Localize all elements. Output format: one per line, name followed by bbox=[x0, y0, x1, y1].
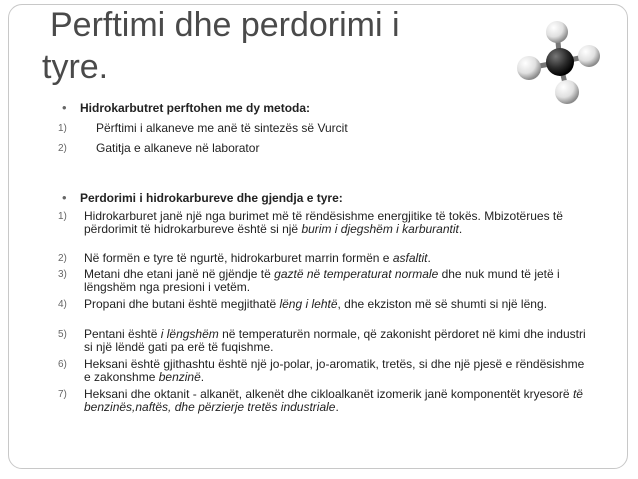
list-marker: 2) bbox=[58, 143, 67, 154]
section-uses-heading: Perdorimi i hidrokarbureve dhe gjendja e tyre: bbox=[80, 191, 343, 205]
list-item-text bbox=[84, 268, 589, 294]
list-item bbox=[0, 142, 600, 162]
section-uses bbox=[0, 192, 600, 418]
list-item bbox=[0, 252, 600, 268]
list-item bbox=[0, 210, 600, 252]
text-italic: benzinë bbox=[158, 370, 201, 384]
list-item bbox=[0, 298, 600, 328]
bullet-icon: • bbox=[62, 190, 67, 205]
list-marker: 7) bbox=[58, 389, 67, 400]
list-item-text bbox=[84, 328, 589, 354]
list-marker: 6) bbox=[58, 359, 67, 370]
text-part: Propani dhe butani është megjithatë bbox=[84, 297, 280, 311]
title-line-2: tyre. bbox=[42, 48, 109, 86]
section-methods-heading-row bbox=[0, 102, 600, 122]
list-item-text bbox=[84, 298, 589, 311]
text-part: , dhe ekziston më së shumti si një lëng. bbox=[337, 297, 547, 311]
list-item-text: Përftimi i alkaneve me anë të sintezës së Vurcit bbox=[96, 121, 348, 135]
section-methods-heading: Hidrokarbutret perftohen me dy metoda: bbox=[80, 101, 311, 115]
list-item bbox=[0, 328, 600, 358]
bullet-icon: • bbox=[62, 100, 67, 115]
list-marker: 3) bbox=[58, 269, 67, 280]
text-italic: burim i djegshëm i karburantit bbox=[301, 222, 459, 236]
list-item bbox=[0, 388, 600, 418]
list-item bbox=[0, 358, 600, 388]
list-item-text bbox=[84, 358, 589, 384]
text-italic: i lëngshëm bbox=[160, 327, 219, 341]
list-marker: 1) bbox=[58, 211, 67, 222]
title-line-1: Perftimi dhe perdorimi i bbox=[50, 6, 400, 44]
methane-molecule-icon bbox=[515, 20, 605, 105]
list-marker: 4) bbox=[58, 299, 67, 310]
text-part: . bbox=[200, 370, 205, 384]
text-part: Në formën e tyre të ngurtë, hidrokarburet marrin formën e bbox=[84, 251, 393, 265]
text-part: Heksani dhe oktanit - alkanët, alkenët dhe cikloalkanët izomerik janë komponentët kryesorë bbox=[84, 387, 573, 401]
text-part: dhe nuk mund të jetë i lëngshëm nga presioni i vetëm. bbox=[84, 267, 560, 294]
slide-title bbox=[42, 4, 480, 88]
text-part: Metani dhe etani janë në gjëndje të bbox=[84, 267, 275, 281]
list-item-text bbox=[84, 210, 589, 236]
text-part: . bbox=[335, 400, 339, 414]
list-marker: 2) bbox=[58, 253, 67, 264]
list-item bbox=[0, 268, 600, 298]
text-part: . bbox=[427, 251, 431, 265]
list-item-text: Gatitja e alkaneve në laborator bbox=[96, 141, 260, 155]
list-item-text bbox=[84, 388, 589, 414]
text-italic: asfaltit bbox=[392, 251, 428, 265]
section-methods bbox=[0, 102, 600, 162]
section-uses-heading-row bbox=[0, 192, 600, 210]
text-part: Heksani është gjithashtu është një jo-polar, jo-aromatik, tretës, si dhe një pjesë e rëndësishme e zakonshme bbox=[84, 357, 585, 384]
text-italic: lëng i lehtë bbox=[279, 297, 338, 311]
text-italic: të benzinës,naftës, dhe përzierje tretës industriale bbox=[84, 387, 583, 414]
text-part: Hidrokarburet janë një nga burimet më të rëndësishme energjitike të tokës. Mbizotërues të përdorimit të hidrokarbureve është si një bbox=[84, 209, 563, 236]
list-item-text bbox=[84, 252, 589, 265]
list-marker: 1) bbox=[58, 123, 67, 134]
text-part: në temperaturën normale, që zakonisht përdoret në kimi dhe industri si një lëndë gati pa erë të fuqishme. bbox=[84, 327, 586, 354]
list-item bbox=[0, 122, 600, 142]
text-part: Pentani është bbox=[84, 327, 161, 341]
text-italic: gaztë në temperaturat normale bbox=[274, 267, 439, 281]
text-part: . bbox=[458, 222, 463, 236]
list-marker: 5) bbox=[58, 329, 67, 340]
